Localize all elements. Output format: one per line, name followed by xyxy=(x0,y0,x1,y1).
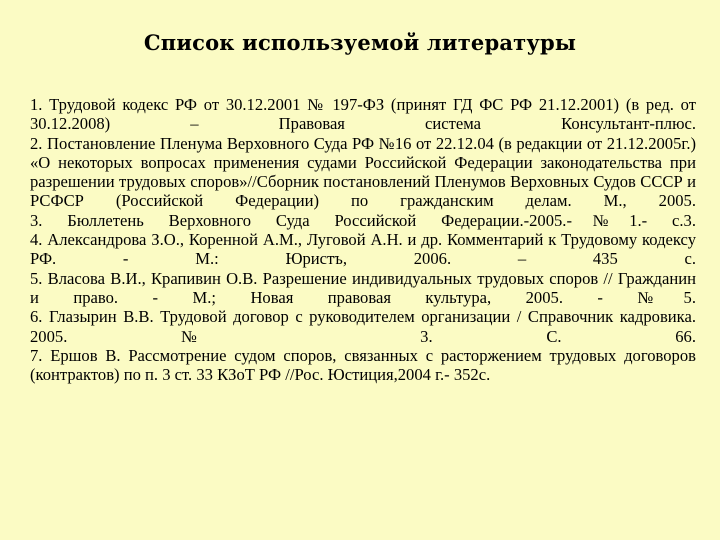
page-title: Список используемой литературы xyxy=(143,30,577,55)
reference-item: 6. Глазырин В.В. Трудовой договор с руководителем организации / Справочник кадровика. 2005. № 3. С. 66. xyxy=(30,307,696,346)
reference-item: 7. Ершов В. Рассмотрение судом споров, связанных с расторжением трудовых договоров (контрактов) по п. 3 ст. 33 КЗоТ РФ //Рос. Юстиция,2004 г.- 352с. xyxy=(30,345,696,385)
reference-item: 5. Власова В.И., Крапивин О.В. Разрешение индивидуальных трудовых споров // Гражданин и право. - М.; Новая правовая культура, 2005. - №5. xyxy=(30,268,696,307)
reference-item: 1. Трудовой кодекс РФ от 30.12.2001 № 197-ФЗ (принят ГД ФС РФ 21.12.2001) (в ред. от 30.12.2008) – Правовая система Консультант-плюс. xyxy=(30,95,696,134)
reference-item: 4. Александрова З.О., Коренной А.М., Луговой А.Н. и др. Комментарий к Трудовому кодексу РФ. - М.: Юристъ, 2006. – 435 с. xyxy=(30,230,696,269)
reference-item: 2. Постановление Пленума Верховного Суда РФ №16 от 22.12.04 (в редакции от 21.12.2005г.) «О некоторых вопросах применения судами Российской Федерации законодательства при разрешении трудовых споров»//Сборник постановлений Пленумов Верховных Судов СССР и РСФСР (Российской Федерации) по гражданским делам. М., 2005. xyxy=(30,133,696,211)
reference-list xyxy=(30,95,696,384)
reference-item: 3. Бюллетень Верховного Суда Российской Федерации.-2005.-№1.- с.3. xyxy=(30,210,696,230)
